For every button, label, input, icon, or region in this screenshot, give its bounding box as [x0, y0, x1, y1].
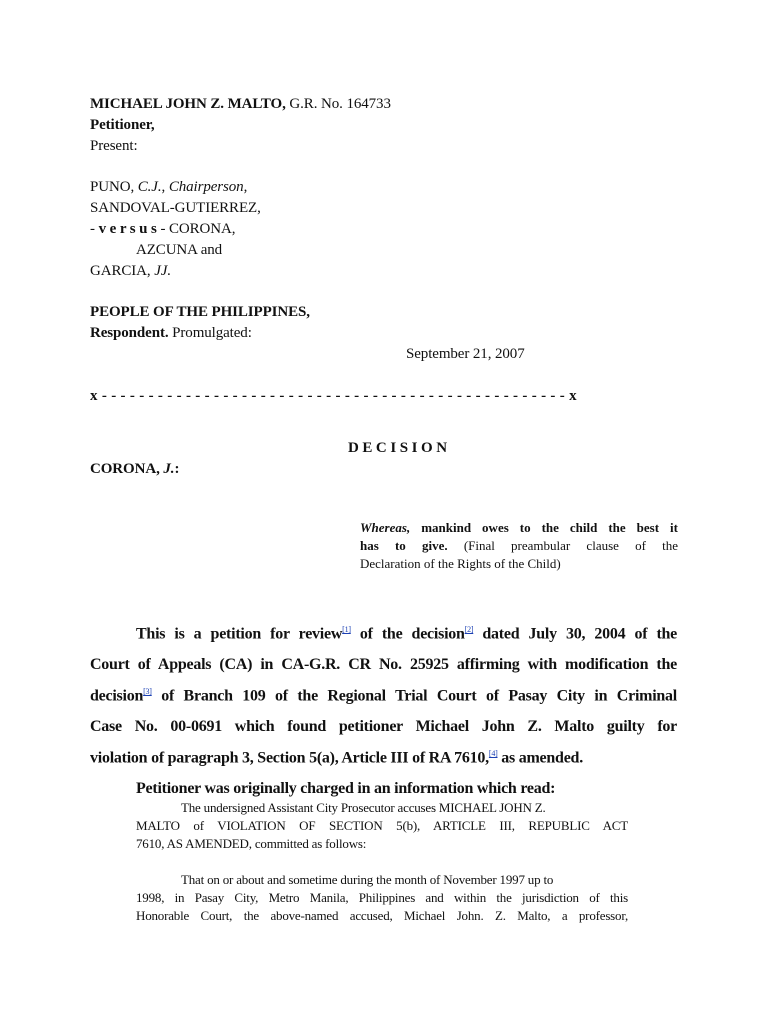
justice-puno-end: , [243, 179, 248, 195]
para1-line-5 [90, 749, 583, 768]
promulgated-label: Promulgated: [172, 325, 252, 341]
para1-text-c: dated July 30, 2004 of the [482, 625, 678, 643]
para1-line-1 [136, 625, 677, 643]
ponente-j: J. [163, 461, 175, 477]
decision-title: D E C I S I O N [348, 440, 447, 456]
justice-puno-sep: , [161, 179, 166, 195]
justice-sandoval-gutierrez: SANDOVAL-GUTIERREZ, [90, 200, 261, 216]
para1-line-4: Case No. 00-0691 which found petitioner Michael John Z. Malto guilty for [90, 718, 677, 735]
petitioner-label: Petitioner, [90, 117, 155, 133]
epigraph-line-2-bold: has to give. [360, 538, 448, 553]
epigraph [360, 519, 678, 573]
respondent-label: Respondent. [90, 325, 169, 341]
petitioner-name: MICHAEL JOHN Z. MALTO, [90, 96, 286, 112]
respondent-line [90, 325, 252, 342]
para1-text-f: violation of paragraph 3, Section 5(a), Article III of RA 7610, [90, 749, 489, 767]
para1-text-e: of Branch 109 of the Regional Trial Court of Pasay City in Criminal [161, 687, 678, 705]
information-line-1: The undersigned Assistant City Prosecutor accuses MICHAEL JOHN Z. [181, 800, 546, 815]
justice-azcuna: AZCUNA and [136, 242, 223, 258]
ponente-colon: : [174, 461, 180, 477]
gr-number: G.R. No. 164733 [289, 96, 391, 112]
justice-puno-role: Chairperson [168, 179, 244, 195]
justice-puno [90, 179, 247, 196]
separator-line: x - - - - - - - - - - - - - - - - - - - - - - - - - - - - - - - - - - - - - - - - - - - - - - - - - - x [90, 388, 577, 404]
information-para2-line-1: That on or about and sometime during the month of November 1997 up to [181, 872, 554, 887]
footnote-link-2[interactable]: [2] [464, 625, 474, 634]
para1-text-b: of the decision [359, 625, 465, 643]
information-para2-line-3: Honorable Court, the above-named accused, Michael John. Z. Malto, a professor, [136, 908, 628, 923]
information-line-3: 7610, AS AMENDED, committed as follows: [136, 836, 367, 851]
information-para2-line-2: 1998, in Pasay City, Metro Manila, Philippines and within the jurisdiction of this [136, 890, 628, 905]
versus-line [90, 221, 235, 238]
epigraph-line-3: Declaration of the Rights of the Child) [360, 556, 561, 571]
epigraph-line-2 [360, 537, 678, 555]
promulgation-date: September 21, 2007 [406, 346, 525, 362]
petitioner-line [90, 96, 391, 113]
para1-text-g: as amended. [501, 749, 583, 767]
footnote-link-1[interactable]: [1] [342, 625, 351, 634]
para1-text-a: This is a petition for review [136, 625, 343, 643]
para1-line-3 [90, 687, 677, 705]
justice-garcia [90, 263, 171, 280]
present-label: Present: [90, 138, 138, 154]
justice-puno-name: PUNO, [90, 179, 135, 195]
para2-text: Petitioner was originally charged in an information which read: [136, 780, 556, 797]
justice-puno-cj: C.J. [137, 179, 162, 195]
footnote-link-3[interactable]: [3] [143, 687, 152, 696]
versus-text: v e r s u s [98, 221, 157, 237]
respondent-name: PEOPLE OF THE PHILIPPINES, [90, 304, 310, 320]
versus-prefix: - [90, 221, 95, 237]
epigraph-line-1 [360, 519, 678, 537]
epigraph-whereas: Whereas, [360, 520, 411, 535]
epigraph-line-2-rest: (Final preambular clause of the [463, 538, 678, 553]
epigraph-line-1-text: mankind owes to the child the best it [421, 520, 678, 535]
justice-garcia-jj: JJ. [154, 263, 171, 279]
para1-text-d: decision [90, 687, 144, 705]
ponente-name: CORONA, [90, 461, 160, 477]
justice-corona: - CORONA, [160, 221, 236, 237]
footnote-link-4[interactable]: [4] [488, 749, 498, 758]
information-line-2: MALTO of VIOLATION OF SECTION 5(b), ARTICLE III, REPUBLIC ACT [136, 818, 628, 833]
para1-line-2: Court of Appeals (CA) in CA-G.R. CR No. 25925 affirming with modification the [90, 656, 677, 673]
ponente-line [90, 461, 179, 478]
justice-garcia-name: GARCIA, [90, 263, 151, 279]
